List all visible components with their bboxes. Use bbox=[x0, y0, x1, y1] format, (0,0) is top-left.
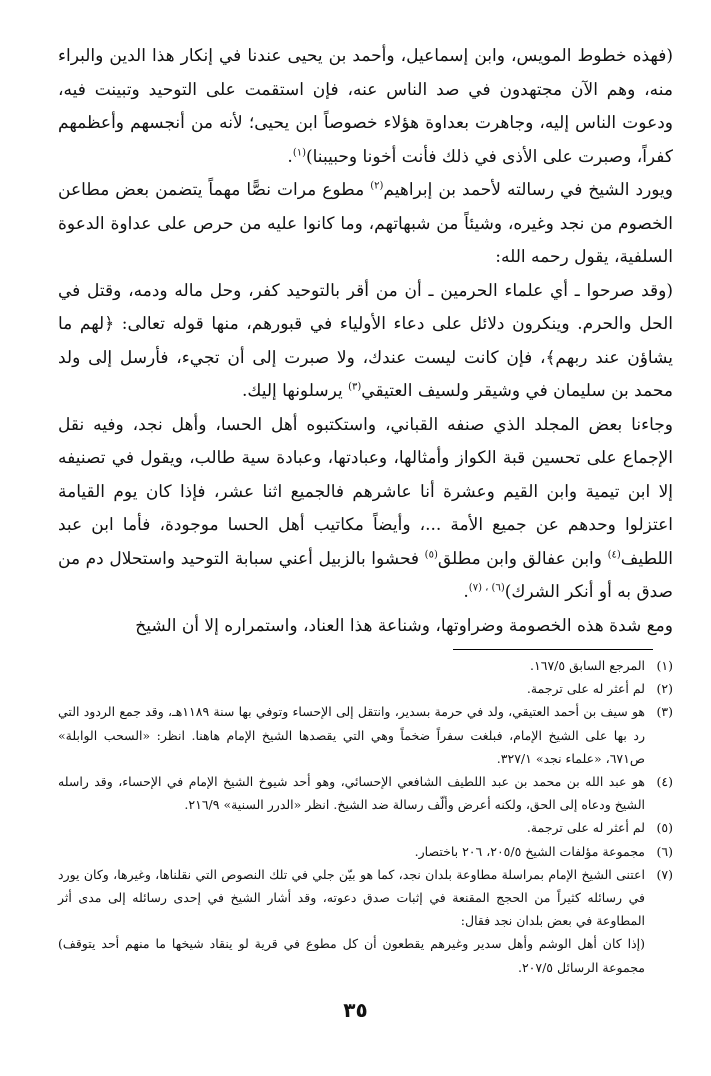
page-number: ٣٥ bbox=[343, 998, 368, 1022]
paragraph-text: ومع شدة هذه الخصومة وضراوتها، وشناعة هذا العناد، واستمراره إلا أن الشيخ bbox=[135, 615, 673, 636]
footnote-ref[interactable]: (٣) bbox=[348, 381, 362, 393]
paragraph-5 bbox=[58, 610, 673, 644]
footnote-number: (٤) bbox=[656, 774, 673, 790]
footnote-text: اعتنى الشيخ الإمام بمراسلة مطاوعة بلدان نجد، كما هو بيّن جلي في تلك النصوص التي نقلناها، وغيرها، وكان يورد في رسائله كثيراً من الحجج المقنعة في إثبات صدق دعوته، وقد أشار الشيخ في إحدى رسائله إلى مدى أثر المطاوعة في بعض بلدان نجد فقال: bbox=[58, 866, 645, 929]
paragraph-text: وابن عفالق وابن مطلق bbox=[437, 548, 608, 569]
paragraph-4 bbox=[58, 409, 673, 610]
footnote-number: (٥) bbox=[656, 820, 673, 836]
footnote-6 bbox=[58, 840, 673, 863]
footnotes bbox=[58, 654, 673, 979]
footnote-3 bbox=[58, 700, 673, 770]
footnote-divider bbox=[453, 649, 653, 650]
footnote-1 bbox=[58, 654, 673, 677]
footnote-ref[interactable]: (٢) bbox=[370, 180, 384, 192]
footnote-7 bbox=[58, 863, 673, 979]
footnote-text: لم أعثر له على ترجمة. bbox=[526, 820, 645, 836]
footnote-number: (٧) bbox=[656, 866, 673, 882]
paragraph-1 bbox=[58, 40, 673, 174]
paragraph-text: (وقد صرحوا ـ أي علماء الحرمين ـ أن من أقر بالتوحيد كفر، وحل ماله ودمه، وقتل في الحل والحرم. وينكرون دلائل على دعاء الأولياء في قبورهم، منها قوله تعالى: ﴿لهم ما يشاؤن عند ربهم﴾، فإن كانت ليست عندك، ولا صبرت إلى أن تجيء، فأرسل إلى ولد محمد بن سليمان في وشيقر ولسيف العتيقي bbox=[58, 280, 673, 401]
paragraph-3 bbox=[58, 275, 673, 409]
footnote-ref[interactable]: (٥) bbox=[424, 548, 438, 560]
main-text bbox=[58, 40, 673, 643]
footnote-2 bbox=[58, 677, 673, 700]
paragraph-text: وجاءنا بعض المجلد الذي صنفه القباني، واستكتبوه أهل الحسا، وأهل نجد، وفيه نقل الإجماع على تحسين قبة الكواز وأمثالها، وعبادتها، وعبادة سية طالب، ويقول في تصنيفه إلا ابن تيمية وابن القيم وعشرة أنا عاشرهم فالجميع اثنا عشر، فإذا كان يوم القيامة اعتزلوا وحدهم عن جميع الأمة ...، وأيضاً مكاتيب أهل الحسا موجودة، فأما ابن عبد اللطيف bbox=[58, 414, 673, 569]
footnote-ref[interactable]: (٤) bbox=[607, 548, 621, 560]
paragraph-2 bbox=[58, 174, 673, 275]
footnote-4 bbox=[58, 770, 673, 816]
punctuation: . bbox=[463, 582, 469, 602]
footnote-ref[interactable]: (١) bbox=[292, 146, 306, 158]
paragraph-text: يرسلونها إليك. bbox=[242, 381, 349, 401]
footnote-number: (٢) bbox=[656, 681, 673, 697]
footnote-text: هو سيف بن أحمد العتيقي، ولد في حرمة بسدير، وانتقل إلى الإحساء وتوفي بها سنة ١١٨٩هـ، وقد جمع الردود التي رد بها على الشيخ الإمام، فبلغت سفراً ضخماً وهي التي يقصدها الشيخ الإمام هاهنا. انظر: «السحب الوابلة» ص٦٧١، «علماء نجد» ٣٢٧/١. bbox=[58, 704, 645, 766]
footnote-number: (٣) bbox=[656, 704, 673, 720]
punctuation: . bbox=[287, 146, 293, 167]
paragraph-text: مطوع مرات نصًّا مهماً يتضمن بعض مطاعن الخصوم من نجد وغيره، وشيئاً من شبهاتهم، وما كانوا عليه من حرص على عداوة الدعوة السلفية، يقول رحمه الله: bbox=[58, 180, 673, 267]
footnote-number: (١) bbox=[656, 658, 673, 673]
footnote-text: هو عبد الله بن محمد بن عبد اللطيف الشافعي الإحسائي، وهو أحد شيوخ الشيخ الإمام في الإحساء، وقد راسله الشيخ ودعاه إلى الحق، ولكنه أعرض وألّف رسالة ضد الشيخ. انظر «الدرر السنية» ٢١٦/٩. bbox=[58, 774, 645, 813]
paragraph-text: (فهذه خطوط المويس، وابن إسماعيل، وأحمد بن يحيى عندنا في إنكار هذا الدين والبراء منه، وهم الآن مجتهدون في صد الناس عنه، فإن استقمت على التوحيد وتبينت فيه، ودعوت الناس إليه، وجاهرت بعداوة هؤلاء خصوصاً ابن يحيى؛ لأنه من أنجسهم وأعظمهم كفراً، وصبرت على الأذى في ذلك فأنت أخونا وحبيبنا) bbox=[58, 46, 673, 167]
footnote-text: لم أعثر له على ترجمة. bbox=[526, 681, 645, 697]
footnote-text: مجموعة مؤلفات الشيخ ٢٠٥/٥، ٢٠٦ باختصار. bbox=[414, 843, 645, 859]
paragraph-text: فحشوا بالزبيل أعني سبابة التوحيد واستحلال دم من صدق به أو أنكر الشرك) bbox=[58, 548, 673, 602]
footnote-number: (٦) bbox=[656, 843, 673, 859]
footnote-quote: (إذا كان أهل الوشم وأهل سدير وغيرهم يقطعون أن كل مطوع في قرية لو ينقاد شيخها ما منهم أحد يتوقف) مجموعة الرسائل ٢٠٧/٥. bbox=[58, 936, 645, 975]
footnote-ref[interactable]: (٦) ، (٧) bbox=[468, 582, 505, 594]
footnote-5 bbox=[58, 816, 673, 839]
paragraph-text: ويورد الشيخ في رسالته لأحمد بن إبراهيم bbox=[383, 180, 673, 200]
footnote-text: المرجع السابق ١٦٧/٥. bbox=[530, 658, 645, 673]
